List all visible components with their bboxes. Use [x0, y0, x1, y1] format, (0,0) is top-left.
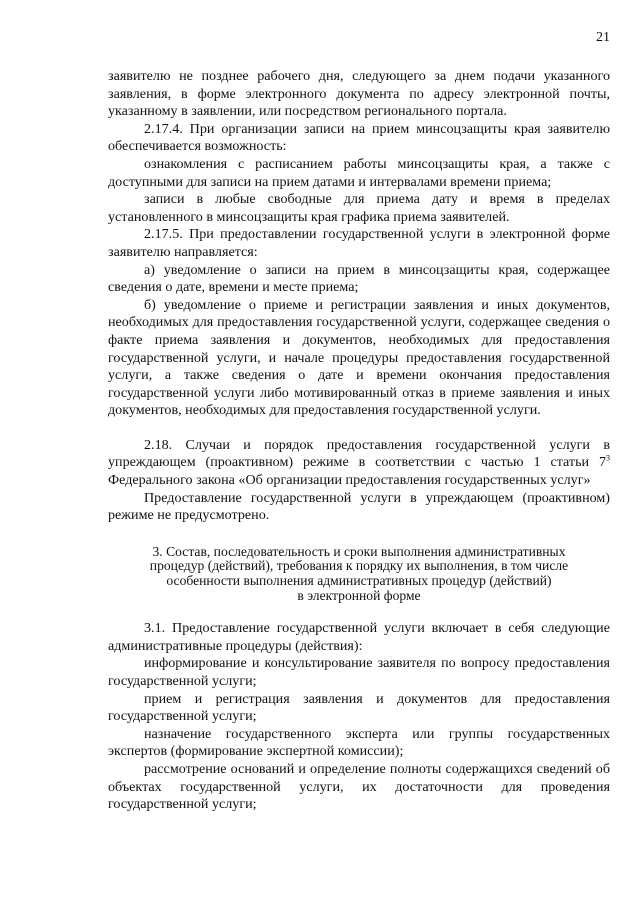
- heading-line: процедур (действий), требования к порядку их выполнения, в том числе: [149, 558, 569, 574]
- paragraph: Предоставление государственной услуги в упреждающем (проактивном) режиме не предусмотрено.: [108, 489, 610, 524]
- paragraph: а) уведомление о записи на прием в минсоцзащиты края, содержащее сведения о дате, времени и месте приема;: [108, 261, 610, 296]
- paragraph: записи в любые свободные для приема дату и время в пределах установленного в минсоцзащиты края графика приема заявителей.: [108, 191, 610, 225]
- heading-line: в электронной форме: [297, 587, 421, 603]
- paragraph: прием и регистрация заявления и документов для предоставления государственной услуги;: [108, 690, 610, 725]
- superscript: 3: [606, 453, 610, 463]
- paragraph: 2.17.5. При предоставлении государственной услуги в электронной форме заявителю направляется:: [108, 226, 610, 260]
- section-3-heading: [108, 545, 610, 603]
- section-2-18-paragraph: [108, 437, 610, 490]
- heading-line: особенности выполнения административных процедур (действий): [166, 573, 552, 589]
- section-2-18-text: 2.18. Случаи и порядок предоставления государственной услуги в упреждающем (проактивном) режиме в соответствии с частью 1 статьи 7: [108, 436, 610, 471]
- paragraph: 2.17.4. При организации записи на прием минсоцзащиты края заявителю обеспечивается возможность:: [108, 120, 610, 155]
- body-text: [108, 68, 610, 814]
- paragraph: ознакомления с расписанием работы минсоцзащиты края, а также с доступными для записи на прием датами и интервалами времени приема;: [108, 155, 610, 190]
- paragraph: 3.1. Предоставление государственной услуги включает в себя следующие административные процедуры (действия):: [108, 620, 610, 654]
- paragraph: б) уведомление о приеме и регистрации заявления и иных документов, необходимых для предоставления государственной услуги, содержащее сведения о факте приема заявления и документов, необходимых для предоставления государственной услуги, и начале процедуры предоставления государственной услуги, а также сведения о дате и времени окончания предоставления государственной услуги либо мотивированный отказ в приеме заявления и иных документов, необходимых для предоставления государственной услуги.: [108, 296, 610, 419]
- paragraph: заявителю не позднее рабочего дня, следующего за днем подачи указанного заявления, в форме электронного документа по адресу электронной почты, указанному в заявлении, или посредством регионального портала.: [108, 68, 610, 120]
- paragraph: назначение государственного эксперта или группы государственных экспертов (формирование экспертной комиссии);: [108, 725, 610, 760]
- paragraph: рассмотрение оснований и определение полноты содержащихся сведений об объектах государственной услуги, их достаточности для проведения государственной услуги;: [108, 760, 610, 813]
- heading-line: 3. Состав, последовательность и сроки выполнения административных: [152, 543, 566, 559]
- section-2-18-text-cont: Федерального закона «Об организации предоставления государственных услуг»: [108, 472, 591, 489]
- paragraph: информирование и консультирование заявителя по вопросу предоставления государственной услуги;: [108, 655, 610, 689]
- page-number: 21: [596, 30, 610, 45]
